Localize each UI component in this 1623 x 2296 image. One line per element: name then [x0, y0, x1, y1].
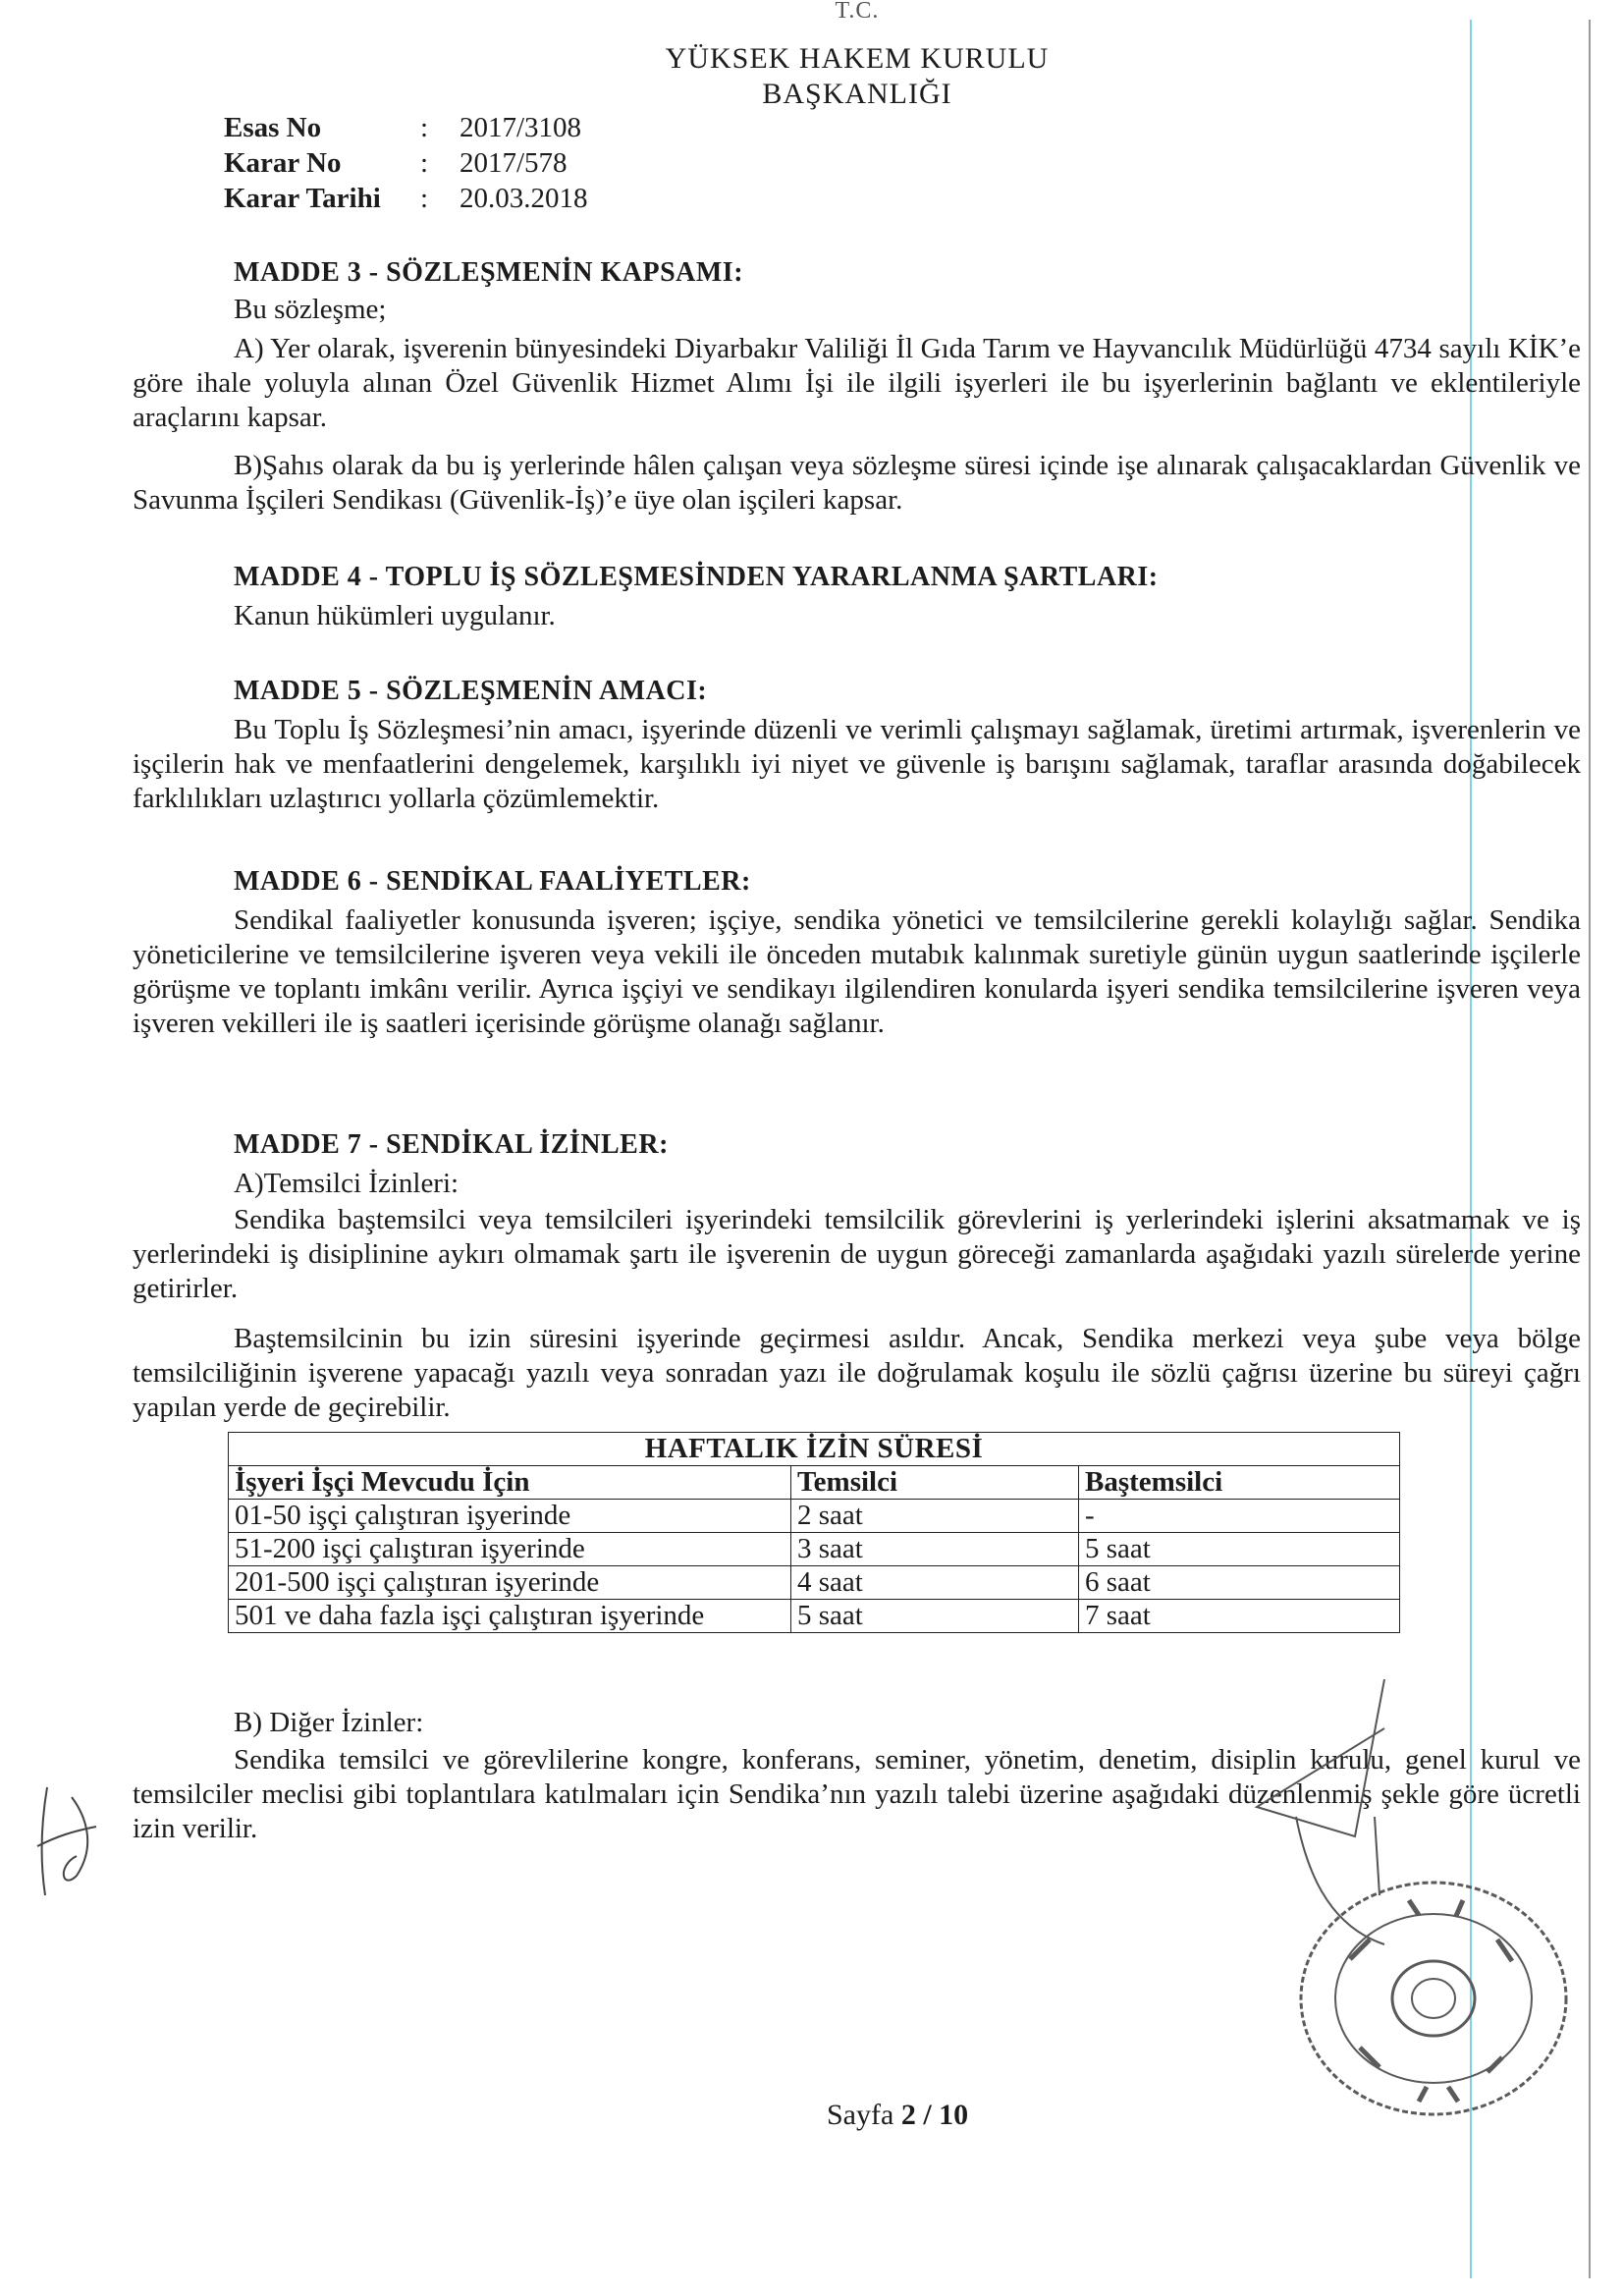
page-prefix: Sayfa	[827, 2099, 894, 2131]
table-cell: 5 saat	[791, 1600, 1079, 1633]
table-row	[229, 1533, 1400, 1566]
column-header: Baştemsilci	[1079, 1466, 1400, 1500]
column-header: İşyeri İşçi Mevcudu İçin	[229, 1466, 791, 1500]
madde4-heading: MADDE 4 - TOPLU İŞ SÖZLEŞMESİNDEN YARARLANMA ŞARTLARI:	[234, 562, 1159, 592]
meta-colon: :	[420, 147, 429, 179]
madde3-para-b: B)Şahıs olarak da bu iş yerlerinde hâlen çalışan veya sözleşme süresi içinde işe alınarak çalışacaklardan Güvenlik ve Savunma İşçileri Sendikası (Güvenlik-İş)’e üye olan işçileri kapsar.	[133, 450, 1581, 516]
table-cell: 501 ve daha fazla işçi çalıştıran işyerinde	[229, 1600, 791, 1633]
madde5-heading: MADDE 5 - SÖZLEŞMENİN AMACI:	[234, 676, 708, 706]
madde7-para-3: Sendika temsilci ve görevlilerine kongre, konferans, seminer, yönetim, denetim, disiplin kurulu, genel kurul ve temsilciler meclisi gibi toplantılara katılmaları için Sendika’nın yazılı talebi üzerine aşağıdaki düzenlenmiş şekle göre ücretli izin verilir.	[133, 1744, 1581, 1844]
madde5-text: Bu Toplu İş Sözleşmesi’nin amacı, işyerinde düzenli ve verimli çalışmayı sağlamak, üretimi artırmak, işverenlerin ve işçilerin hak ve menfaatlerini dengelemek, karşılıklı iyi niyet ve güvenle iş barışını sağlamak, taraflar arasında doğabilecek farklılıkları uzlaştırıcı yollarla çözümlemektir.	[133, 714, 1581, 814]
page-number	[827, 2099, 968, 2132]
table-cell: 4 saat	[791, 1566, 1079, 1600]
meta-label: Esas No	[224, 112, 322, 143]
madde6-heading: MADDE 6 - SENDİKAL FAALİYETLER:	[234, 866, 751, 897]
meta-value: 2017/3108	[460, 112, 582, 143]
column-header: Temsilci	[791, 1466, 1079, 1500]
madde3-heading: MADDE 3 - SÖZLEŞMENİN KAPSAMI:	[234, 257, 744, 288]
meta-colon: :	[420, 183, 429, 214]
institution-name: YÜKSEK HAKEM KURULU	[665, 42, 1050, 75]
meta-row-tarih	[224, 181, 588, 216]
table-title: HAFTALIK İZİN SÜRESİ	[229, 1433, 1400, 1466]
page-number-value: 2 / 10	[900, 2099, 969, 2131]
table-title-row	[229, 1433, 1400, 1466]
madde7-sub-a: A)Temsilci İzinleri:	[234, 1168, 460, 1199]
meta-label: Karar Tarihi	[224, 183, 381, 214]
madde4-text: Kanun hükümleri uygulanır.	[234, 600, 556, 631]
madde7-para-2: Baştemsilcinin bu izin süresini işyerinde geçirmesi asıldır. Ancak, Sendika merkezi veya şube veya bölge temsilciliğinin işverene yapacağı yazılı veya sonradan yazı ile doğrulamak koşulu ile sözlü çağrısı üzerine bu süreyi çağrı yapılan yerde de geçirebilir.	[133, 1323, 1581, 1423]
meta-colon: :	[420, 112, 429, 143]
table-cell: 01-50 işçi çalıştıran işyerinde	[229, 1500, 791, 1533]
institution-department: BAŞKANLIĞI	[762, 78, 952, 110]
weekly-leave-table	[228, 1432, 1400, 1633]
table-cell: 5 saat	[1079, 1533, 1400, 1566]
madde3-intro: Bu sözleşme;	[234, 294, 387, 325]
table-row	[229, 1566, 1400, 1600]
handwritten-initials	[27, 1777, 106, 1905]
meta-row-esas	[224, 110, 588, 145]
madde7-sub-b: B) Diğer İzinler:	[234, 1707, 424, 1738]
table-cell: 201-500 işçi çalıştıran işyerinde	[229, 1566, 791, 1600]
table-cell: 2 saat	[791, 1500, 1079, 1533]
madde7-heading: MADDE 7 - SENDİKAL İZİNLER:	[234, 1129, 669, 1160]
table-cell: 6 saat	[1079, 1566, 1400, 1600]
page-edge-line	[1589, 20, 1591, 2278]
table-header-row	[229, 1466, 1400, 1500]
table-cell: 7 saat	[1079, 1600, 1400, 1633]
table-row	[229, 1500, 1400, 1533]
table-cell: -	[1079, 1500, 1400, 1533]
table-cell: 3 saat	[791, 1533, 1079, 1566]
table-row	[229, 1600, 1400, 1633]
meta-value: 2017/578	[460, 147, 568, 179]
official-seal-stamp	[1291, 1871, 1576, 2126]
case-meta	[224, 110, 588, 216]
table-cell: 51-200 işçi çalıştıran işyerinde	[229, 1533, 791, 1566]
madde7-para-1: Sendika baştemsilci veya temsilcileri işyerindeki temsilcilik görevlerini iş yerlerindeki işlerini aksatmamak ve iş yerlerindeki iş disiplinine aykırı olmamak şartı ile işverenin de uygun göreceği zamanlarda aşağıdaki yazılı sürelerde yerine getirirler.	[133, 1204, 1581, 1304]
meta-value: 20.03.2018	[460, 183, 588, 214]
madde6-text: Sendikal faaliyetler konusunda işveren; işçiye, sendika yönetici ve temsilcilerine gerekli kolaylığı sağlar. Sendika yöneticilerine ve temsilcilerine işveren veya vekili ile önceden mutabık kalınmak suretiyle günün uygun saatlerinde işçilerle görüşme ve toplantı imkânı verilir. Ayrıca işçiyi ve sendikayı ilgilendiren konularda işyeri sendika temsilcilerine işveren veya işveren vekilleri ile iş saatleri içerisinde görüşme olanağı sağlanır.	[133, 904, 1581, 1039]
madde3-para-a: A) Yer olarak, işverenin bünyesindeki Diyarbakır Valiliği İl Gıda Tarım ve Hayvancılık Müdürlüğü 4734 sayılı KİK’e göre ihale yoluyla alınan Özel Güvenlik Hizmet Alımı İşi ile ilgili işyerleri ile bu işyerlerinin bağlantı ve eklentileriyle araçlarını kapsar.	[133, 333, 1581, 433]
meta-label: Karar No	[224, 147, 342, 179]
header-top-line: T.C.	[835, 0, 880, 24]
meta-row-karar	[224, 145, 588, 181]
